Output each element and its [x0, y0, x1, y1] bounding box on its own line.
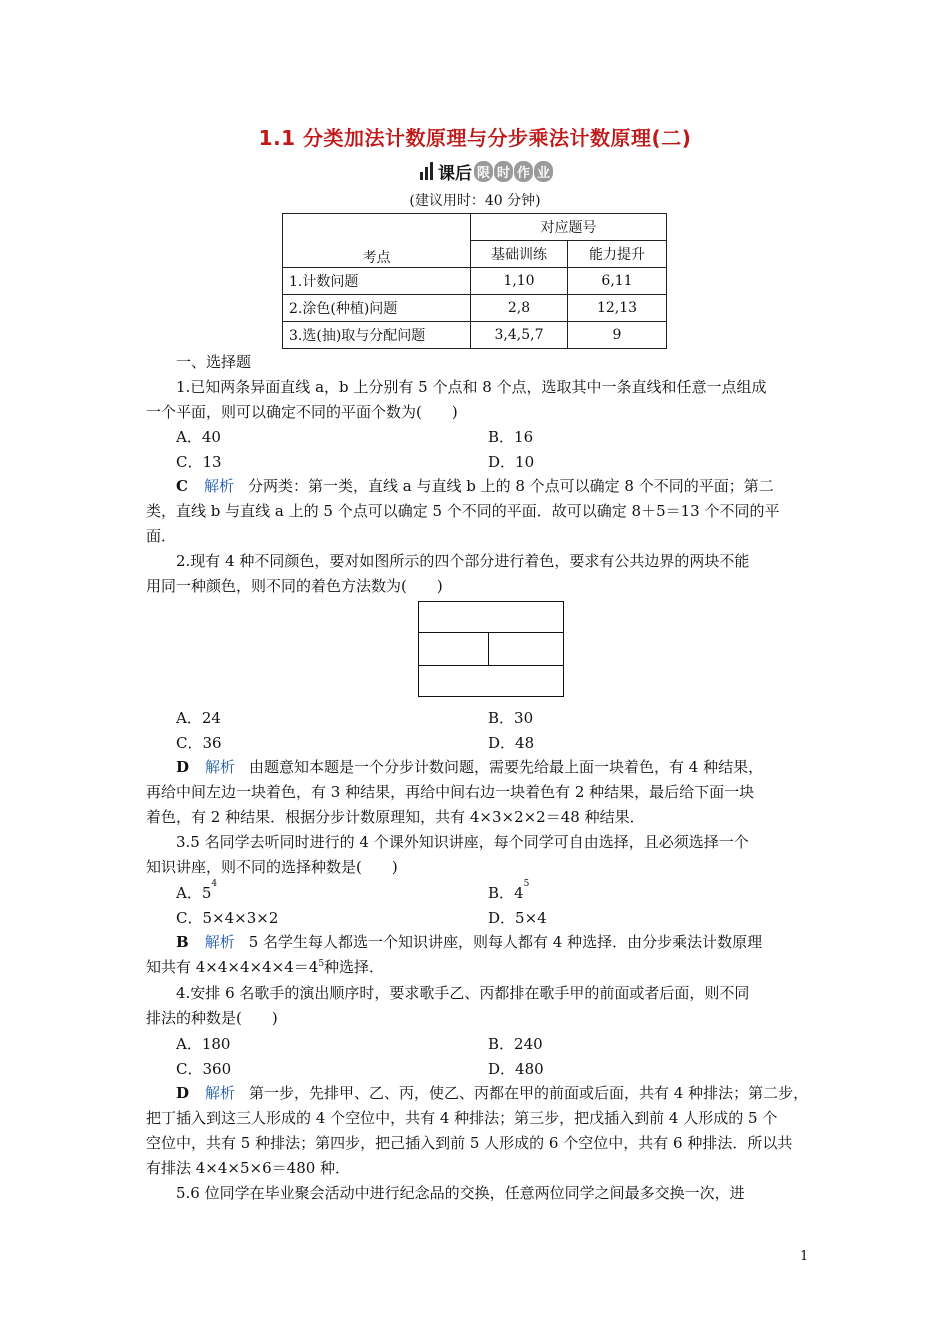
q3-option-a	[176, 879, 218, 903]
figure-divider	[488, 632, 489, 665]
q1-option-b: B．16	[488, 428, 534, 446]
jiexi-label: 解析	[205, 758, 236, 776]
q3-explanation-text: 5 名学生每人都选一个知识讲座，则每人都有 4 种选择．由分步乘法计数原理	[248, 933, 763, 951]
q2-option-b: B．30	[488, 709, 534, 727]
q2-explanation-line: 再给中间左边一块着色，有 3 种结果，再给中间右边一块着色有 2 种结果，最后给下面一块	[146, 783, 755, 801]
page-number: 1	[800, 1249, 809, 1264]
bars-icon	[420, 162, 435, 180]
q4-option-d: D．480	[488, 1060, 544, 1078]
q3-option-c: C．5×4×3×2	[176, 909, 279, 927]
q3-option-d: D．5×4	[488, 909, 547, 927]
badge-pill-char: 时	[494, 161, 513, 182]
badge-pill-char: 业	[534, 161, 553, 182]
col-basic-header: 基础训练	[471, 241, 568, 268]
q4-explanation-line: 空位中，共有 5 种排法；第四步，把己插入到前 5 人形成的 6 个空位中，共有 6 种排法．所以共	[146, 1134, 793, 1152]
q1-explanation-line: 面．	[146, 527, 177, 545]
page-title: 1.1 分类加法计数原理与分步乘法计数原理(二)	[258, 126, 692, 150]
table-cell: 3.选(抽)取与分配问题	[283, 322, 471, 349]
q4-explanation-line: 把丁插入到这三人形成的 4 个空位中，共有 4 种排法；第三步，把戊插入到前 4 人形成的 5 个	[146, 1109, 778, 1127]
table-row	[283, 322, 667, 349]
col-advanced-header: 能力提升	[568, 241, 667, 268]
q1-explanation-text: 分两类：第一类，直线 a 与直线 b 上的 8 个点可以确定 8 个不同的平面；第二	[247, 477, 774, 495]
q4-explanation-text: 第一步，先排甲、乙、丙，使乙、丙都在甲的前面或后面，共有 4 种排法；第二步，	[249, 1084, 809, 1102]
table-cell: 1,10	[471, 268, 568, 295]
q1-stem-line: 一个平面，则可以确定不同的平面个数为( )	[146, 403, 458, 421]
figure-divider	[419, 665, 563, 666]
badge-pill	[474, 161, 554, 182]
badge-pill-char: 限	[474, 161, 493, 182]
q3-stem-line: 3.5 名同学去听同时进行的 4 个课外知识讲座，每个同学可自由选择，且必须选择一个	[176, 833, 749, 851]
col-topic-header: 考点	[283, 214, 471, 268]
q2-explanation-line: 着色，有 2 种结果．根据分步计数原理知，共有 4×3×2×2＝48 种结果．	[146, 808, 645, 826]
q4-option-b: B．240	[488, 1035, 543, 1053]
table-row	[283, 295, 667, 322]
q4-option-c: C．360	[176, 1060, 232, 1078]
table-cell: 1.计数问题	[283, 268, 471, 295]
badge-pill-char: 作	[514, 161, 533, 182]
table-cell: 12,13	[568, 295, 667, 322]
coloring-figure	[418, 601, 564, 697]
q1-option-a: A．40	[176, 428, 221, 446]
explanation-text: 知共有 4×4×4×4×4＝4	[146, 958, 319, 976]
homework-badge	[420, 160, 554, 182]
table-row	[283, 214, 667, 241]
option-base: A．5	[176, 884, 212, 902]
option-exponent: 5	[523, 879, 530, 889]
q2-option-c: C．36	[176, 734, 222, 752]
option-base: B．4	[488, 884, 524, 902]
explanation-exponent: 5	[318, 959, 325, 969]
table-cell: 6,11	[568, 268, 667, 295]
q1-answer: C	[176, 477, 188, 495]
jiexi-label: 解析	[204, 933, 235, 951]
q4-explanation-line	[176, 1083, 836, 1103]
table-row	[283, 268, 667, 295]
q3-explanation-line	[176, 932, 836, 952]
q1-explanation-line	[176, 476, 836, 496]
q4-explanation-line: 有排法 4×4×5×6＝480 种．	[146, 1159, 351, 1177]
q2-answer: D	[176, 758, 190, 776]
q2-stem-line: 2.现有 4 种不同颜色，要对如图所示的四个部分进行着色，要求有公共边界的两块不能	[176, 552, 750, 570]
jiexi-label: 解析	[205, 1084, 236, 1102]
figure-divider	[419, 632, 563, 633]
q4-option-a: A．180	[176, 1035, 231, 1053]
q3-answer: B	[176, 933, 189, 951]
q3-stem-line: 知识讲座，则不同的选择种数是( )	[146, 858, 398, 876]
q1-stem-line: 1.已知两条异面直线 a，b 上分别有 5 个点和 8 个点，选取其中一条直线和任意一点组成	[176, 378, 767, 396]
q2-stem-line: 用同一种颜色，则不同的着色方法数为( )	[146, 577, 443, 595]
q1-explanation-line: 类，直线 b 与直线 a 上的 5 个点可以确定 5 个不同的平面．故可以确定 8＋5＝13 个不同的平	[146, 502, 780, 520]
jiexi-label: 解析	[203, 477, 234, 495]
q3-option-b	[488, 879, 530, 903]
table-cell: 2.涂色(种植)问题	[283, 295, 471, 322]
group-header: 对应题号	[471, 214, 667, 241]
q3-explanation-line	[146, 957, 806, 977]
q4-stem-line: 4.安排 6 名歌手的演出顺序时，要求歌手乙、丙都排在歌手甲的前面或者后面，则不同	[176, 984, 750, 1002]
q2-explanation-line	[176, 757, 836, 777]
q1-option-c: C．13	[176, 453, 222, 471]
q1-option-d: D．10	[488, 453, 535, 471]
badge-main-label: 课后	[438, 163, 472, 184]
q4-answer: D	[176, 1084, 190, 1102]
topic-table	[282, 213, 667, 349]
table-cell: 3,4,5,7	[471, 322, 568, 349]
q5-stem-line: 5.6 位同学在毕业聚会活动中进行纪念品的交换，任意两位同学之间最多交换一次，进	[176, 1184, 745, 1202]
table-cell: 9	[568, 322, 667, 349]
section-heading: 一、选择题	[176, 353, 252, 371]
option-exponent: 4	[211, 879, 218, 889]
q2-explanation-text: 由题意知本题是一个分步计数问题，需要先给最上面一块着色，有 4 种结果，	[249, 758, 764, 776]
table-cell: 2,8	[471, 295, 568, 322]
suggested-time: (建议用时：40 分钟)	[409, 193, 541, 209]
explanation-text: 种选择．	[324, 958, 385, 976]
q2-option-a: A．24	[176, 709, 221, 727]
q2-option-d: D．48	[488, 734, 535, 752]
q4-stem-line: 排法的种数是( )	[146, 1009, 278, 1027]
